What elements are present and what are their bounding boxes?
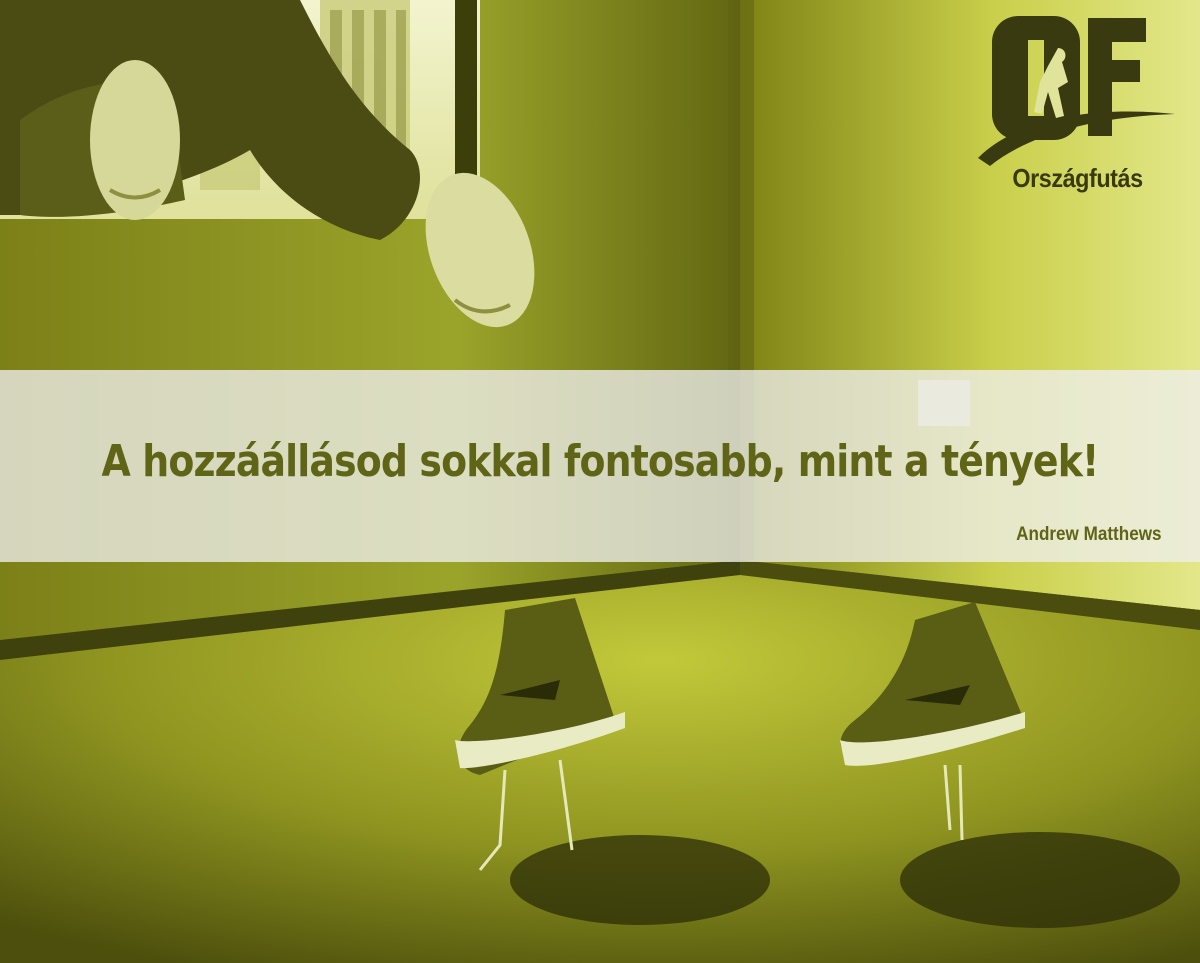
of-logo-mark [970, 8, 1185, 168]
shoe-shadow-left [510, 835, 770, 925]
shoe-shadow-right [900, 832, 1180, 928]
quote-author: Andrew Matthews [1016, 524, 1162, 545]
brand-name: Országfutás [1012, 163, 1143, 193]
quote-text: A hozzáállásod sokkal fontosabb, mint a tények! [101, 436, 1099, 487]
orszagfutas-logo [970, 8, 1185, 198]
